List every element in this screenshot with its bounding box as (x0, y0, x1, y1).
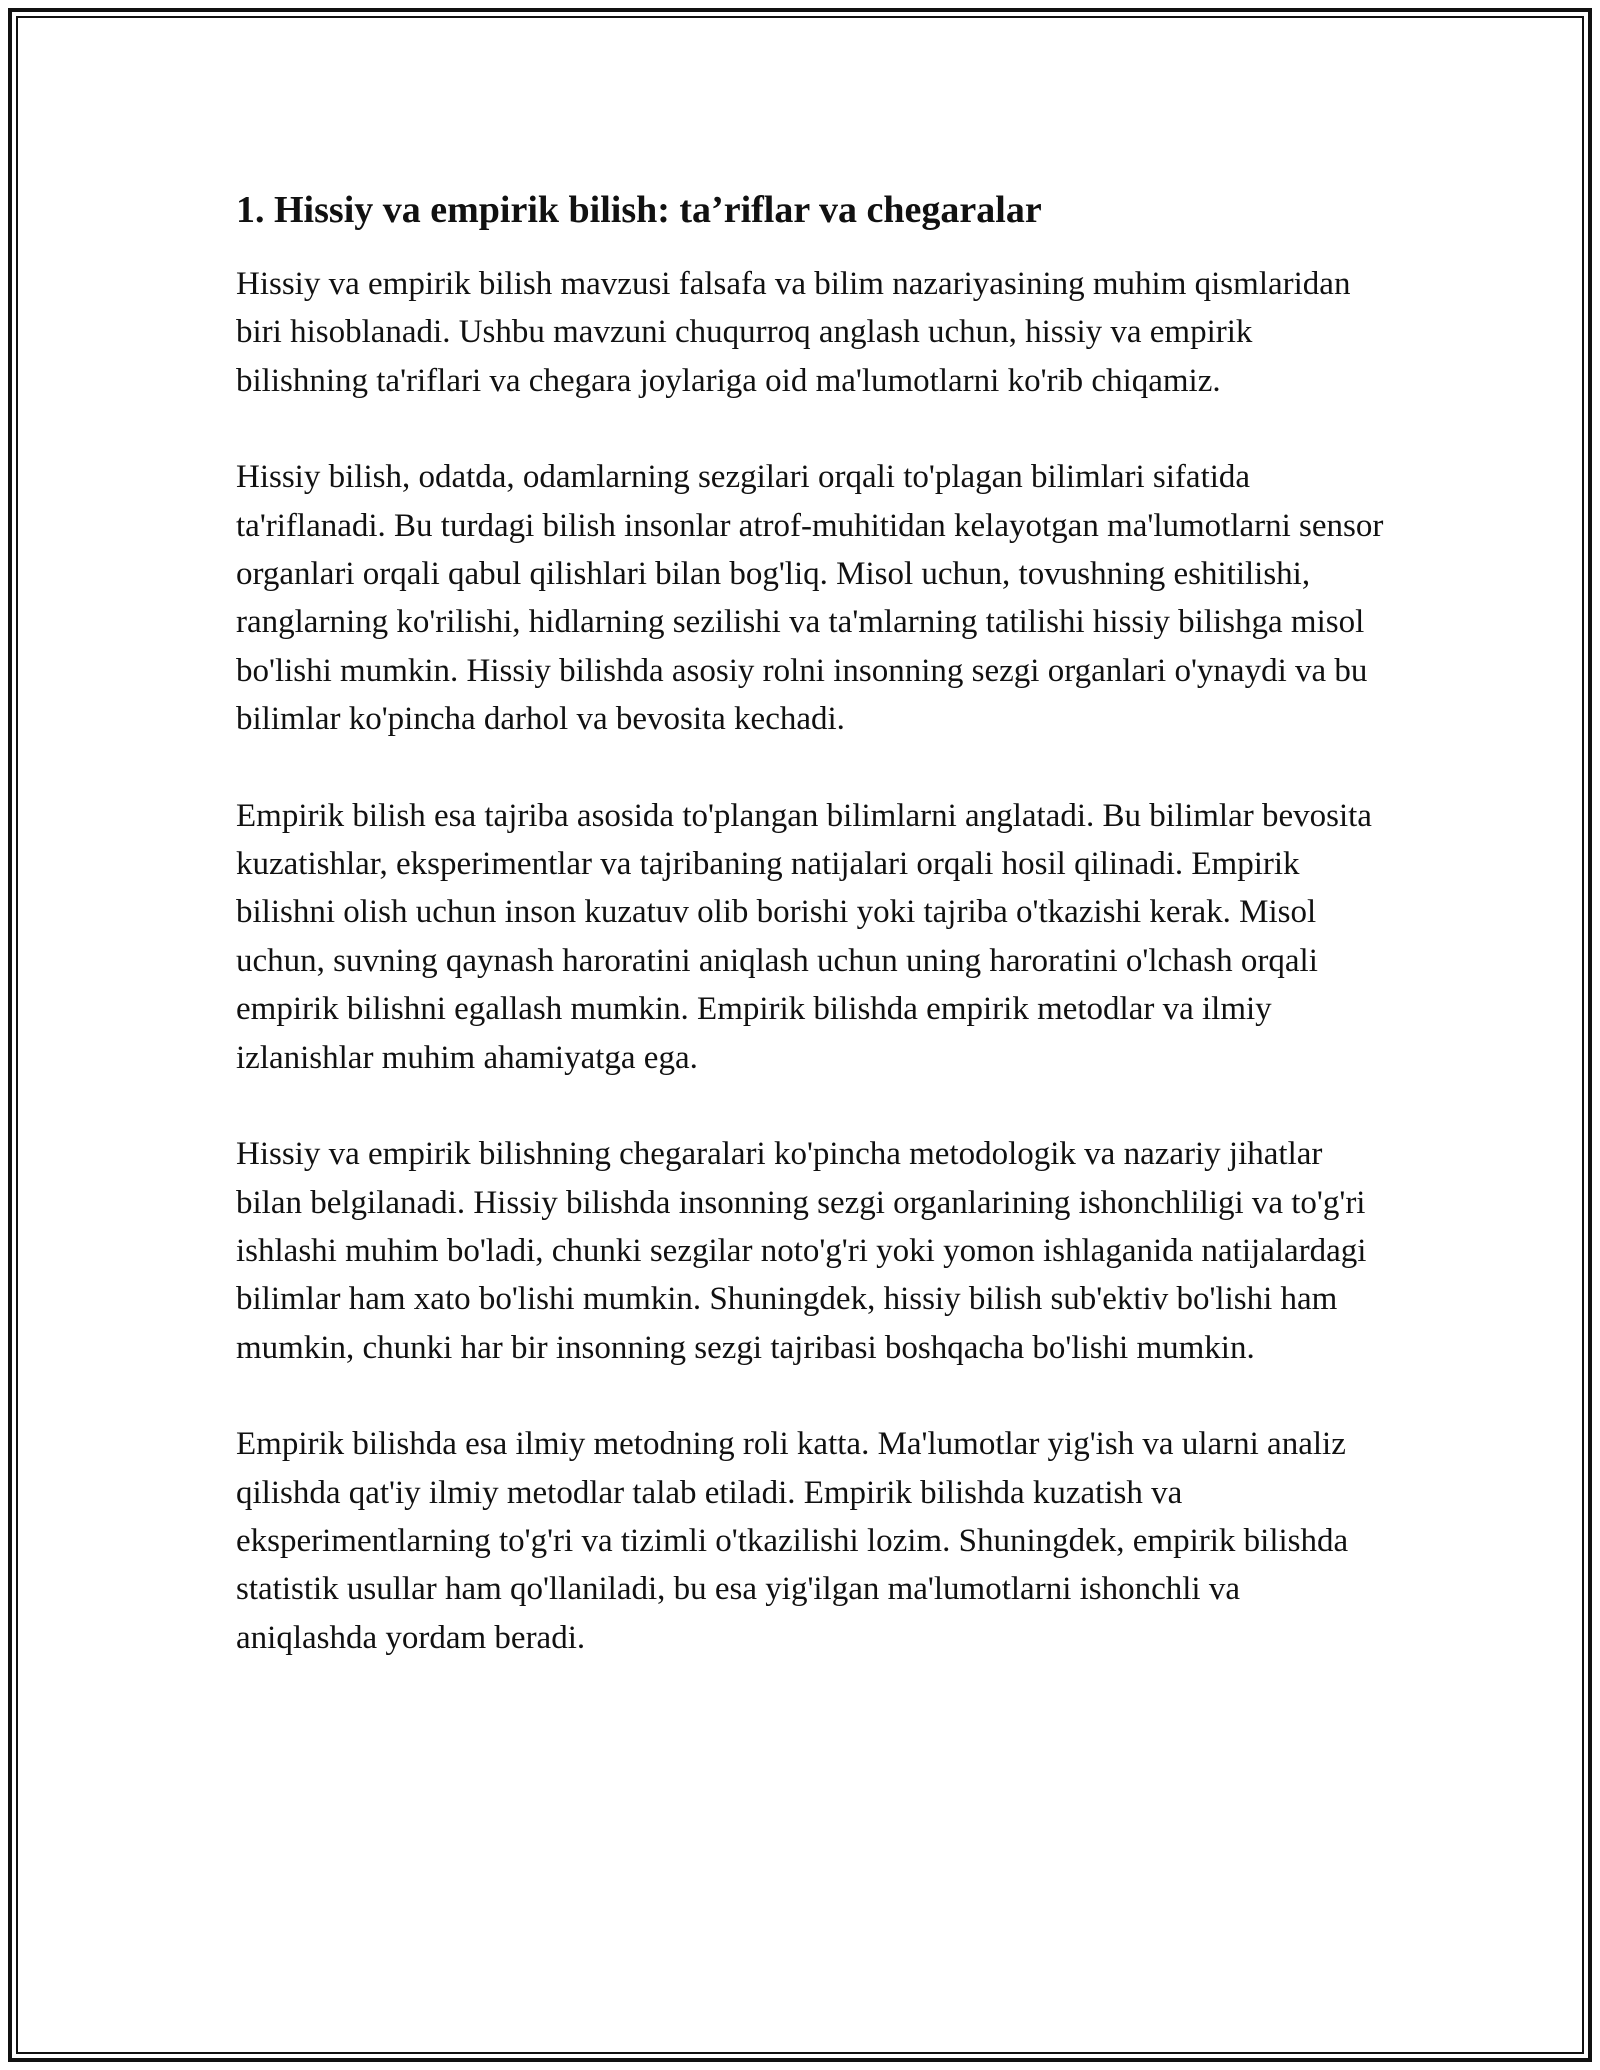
paragraph-intro: Hissiy va empirik bilish mavzusi falsafa va bilim nazariyasining muhim qismlaridan biri hisoblanadi. Ushbu mavzuni chuqurroq anglash uchun, hissiy va empirik bilishning ta'riflari va chegara joylariga oid ma'lumotlarni ko'rib chiqamiz. (236, 266, 1351, 399)
paragraph-boundaries: Hissiy va empirik bilishning chegaralari ko'pincha metodologik va nazariy jihatlar bilan belgilanadi. Hissiy bilishda insonning sezgi organlarining ishonchliligi va to'g'ri ishlashi muhim bo'ladi, chunki sezgilar noto'g'ri yoki yomon ishlaganida natijalardagi bilimlar ham xato bo'lishi mumkin. Shuningdek, hissiy bilish sub'ektiv bo'lishi ham mumkin, chunki har bir insonning sezgi tajribasi boshqacha bo'lishi mumkin. (236, 1136, 1367, 1366)
paragraph-scientific-method: Empirik bilishda esa ilmiy metodning roli katta. Ma'lumotlar yig'ish va ularni analiz qilishda qat'iy ilmiy metodlar talab etiladi. Empirik bilishda kuzatish va eksperimentlarning to'g'ri va tizimli o'tkazilishi lozim. Shuningdek, empirik bilishda statistik usullar ham qo'llaniladi, bu esa yig'ilgan ma'lumotlarni ishonchli va aniqlashda yordam beradi. (236, 1426, 1349, 1656)
paragraph-empirical-knowledge: Empirik bilish esa tajriba asosida to'plangan bilimlarni anglatadi. Bu bilimlar bevosita kuzatishlar, eksperimentlar va tajribaning natijalari orqali hosil qilinadi. Empirik bilishni olish uchun inson kuzatuv olib borishi yoki tajriba o'tkazishi kerak. Misol uchun, suvning qaynash haroratini aniqlash uchun uning haroratini o'lchash orqali empirik bilishni egallash mumkin. Empirik bilishda empirik metodlar va ilmiy izlanishlar muhim ahamiyatga ega. (236, 797, 1372, 1076)
document-body (236, 186, 1386, 1710)
section-heading: 1. Hissiy va empirik bilish: ta’riflar va chegaralar (236, 189, 1042, 231)
paragraph-sensory-knowledge: Hissiy bilish, odatda, odamlarning sezgilari orqali to'plagan bilimlari sifatida ta'riflanadi. Bu turdagi bilish insonlar atrof-muhitidan kelayotgan ma'lumotlarni sensor organlari orqali qabul qilishlari bilan bog'liq. Misol uchun, tovushning eshitilishi, ranglarning ko'rilishi, hidlarning sezilishi va ta'mlarning tatilishi hissiy bilishga misol bo'lishi mumkin. Hissiy bilishda asosiy rolni insonning sezgi organlari o'ynaydi va bu bilimlar ko'pincha darhol va bevosita kechadi. (236, 459, 1384, 738)
